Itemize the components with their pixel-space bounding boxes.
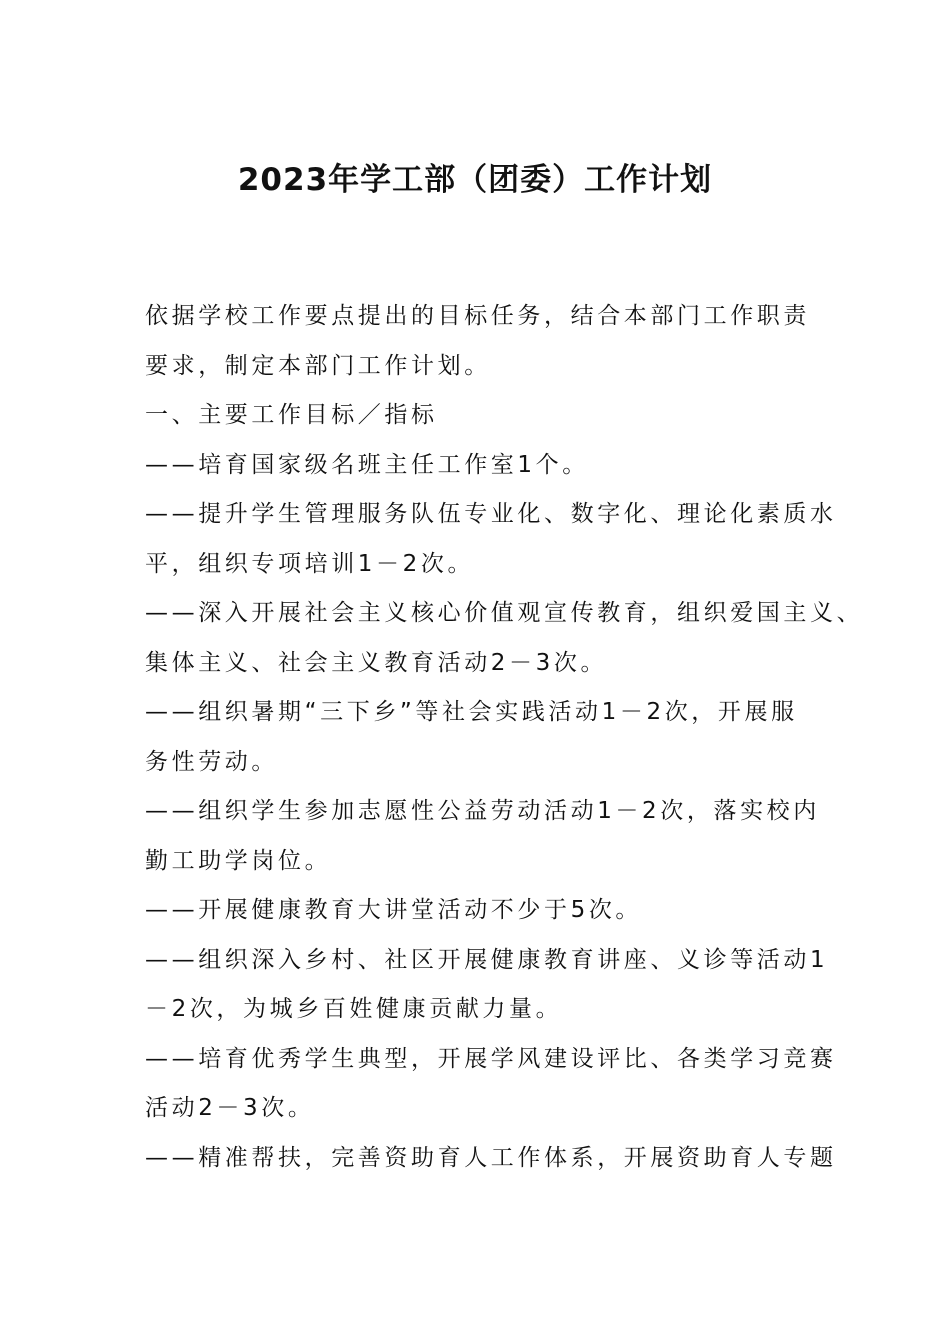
body-line-goal-7a: ——组织深入乡村、社区开展健康教育讲座、义诊等活动1 xyxy=(145,946,829,973)
document-body xyxy=(145,292,864,1183)
body-line-goal-5a: ——组织学生参加志愿性公益劳动活动1－2次，落实校内 xyxy=(145,798,820,824)
document-title: 2023年学工部（团委）工作计划 xyxy=(237,162,713,198)
body-line-goal-3b: 集体主义、社会主义教育活动2－3次。 xyxy=(145,649,608,676)
body-line-goal-5b: 勤工助学岗位。 xyxy=(145,847,332,874)
body-line-goal-9a: ——精准帮扶，完善资助育人工作体系，开展资助育人专题 xyxy=(145,1144,837,1171)
body-line-intro-1: 依据学校工作要点提出的目标任务，结合本部门工作职责 xyxy=(145,303,810,329)
body-line-goal-2a: ——提升学生管理服务队伍专业化、数字化、理论化素质水 xyxy=(145,501,837,527)
body-line-goal-7b: －2次，为城乡百姓健康贡献力量。 xyxy=(145,996,563,1022)
body-line-intro-2: 要求，制定本部门工作计划。 xyxy=(145,352,491,379)
body-line-goal-1: ——培育国家级名班主任工作室1个。 xyxy=(145,451,589,478)
body-line-goal-4a: ——组织暑期“三下乡”等社会实践活动1－2次，开展服 xyxy=(145,699,798,725)
body-line-goal-8a: ——培育优秀学生典型，开展学风建设评比、各类学习竞赛 xyxy=(145,1045,837,1072)
body-line-goal-8b: 活动2－3次。 xyxy=(145,1095,315,1121)
body-line-goal-2b: 平，组织专项培训1－2次。 xyxy=(145,550,475,577)
section-heading: 一、主要工作目标／指标 xyxy=(145,402,438,428)
body-line-goal-4b: 务性劳动。 xyxy=(145,748,278,775)
body-line-goal-6: ——开展健康教育大讲堂活动不少于5次。 xyxy=(145,897,643,923)
body-line-goal-3a: ——深入开展社会主义核心价值观宣传教育，组织爱国主义、 xyxy=(145,600,864,626)
